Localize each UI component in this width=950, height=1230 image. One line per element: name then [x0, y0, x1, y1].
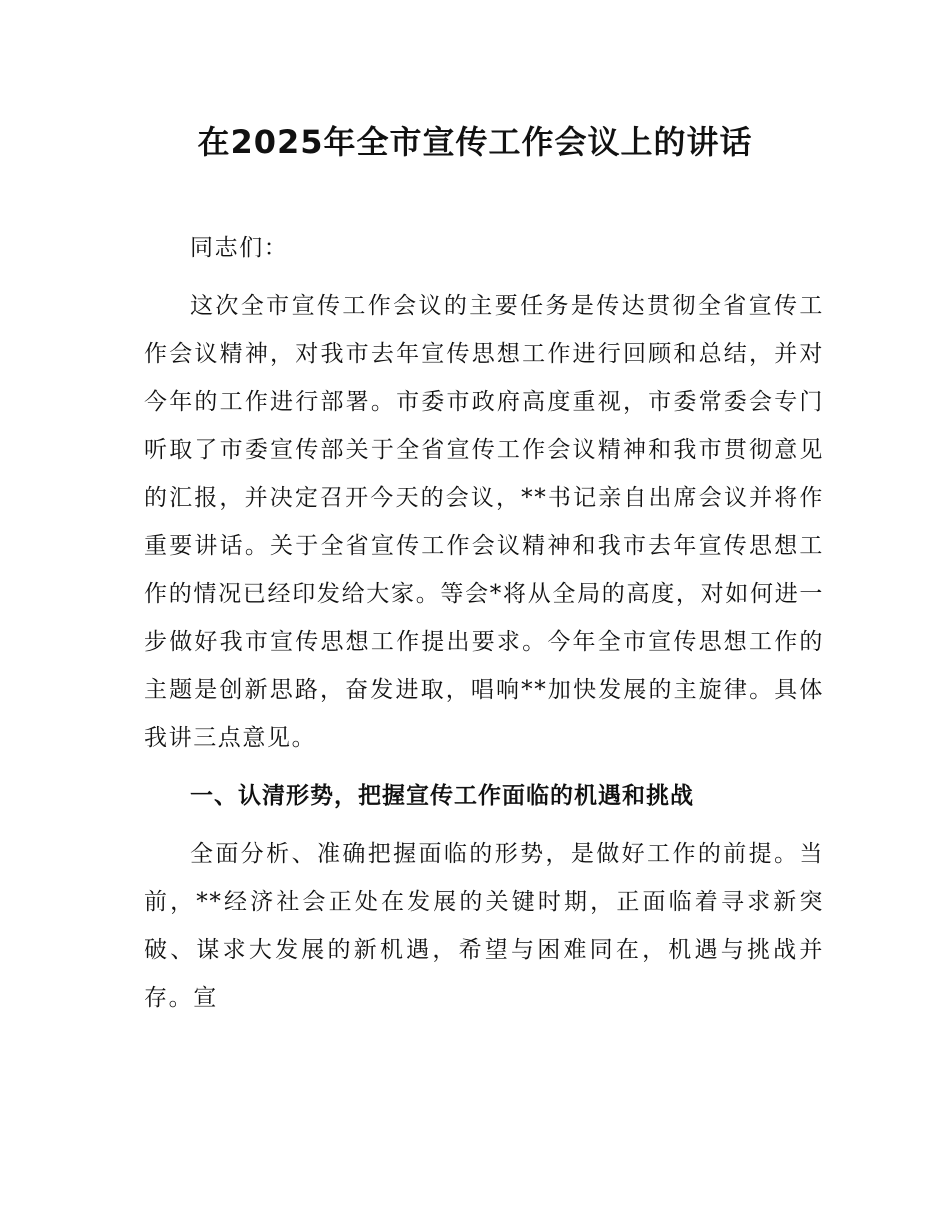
section-paragraph: 全面分析、准确把握面临的形势，是做好工作的前提。当前，**经济社会正处在发展的关键时期，正面临着寻求新突破、谋求大发展的新机遇，希望与困难同在，机遇与挑战并存。宣	[144, 841, 824, 1011]
document-title: 在2025年全市宣传工作会议上的讲话	[197, 123, 753, 161]
salutation: 同志们：	[190, 235, 289, 261]
section-heading: 一、认清形势，把握宣传工作面临的机遇和挑战	[190, 783, 694, 809]
document-body	[144, 224, 824, 1022]
body-paragraph: 这次全市宣传工作会议的主要任务是传达贯彻全省宣传工作会议精神，对我市去年宣传思想工作进行回顾和总结，并对今年的工作进行部署。市委市政府高度重视，市委常委会专门听取了市委宣传部关于全省宣传工作会议精神和我市贯彻意见的汇报，并决定召开今天的会议，**书记亲自出席会议并将作重要讲话。关于全省宣传工作会议精神和我市去年宣传思想工作的情况已经印发给大家。等会*将从全局的高度，对如何进一步做好我市宣传思想工作提出要求。今年全市宣传思想工作的主题是创新思路，奋发进取，唱响**加快发展的主旋律。具体我讲三点意见。	[144, 293, 824, 751]
